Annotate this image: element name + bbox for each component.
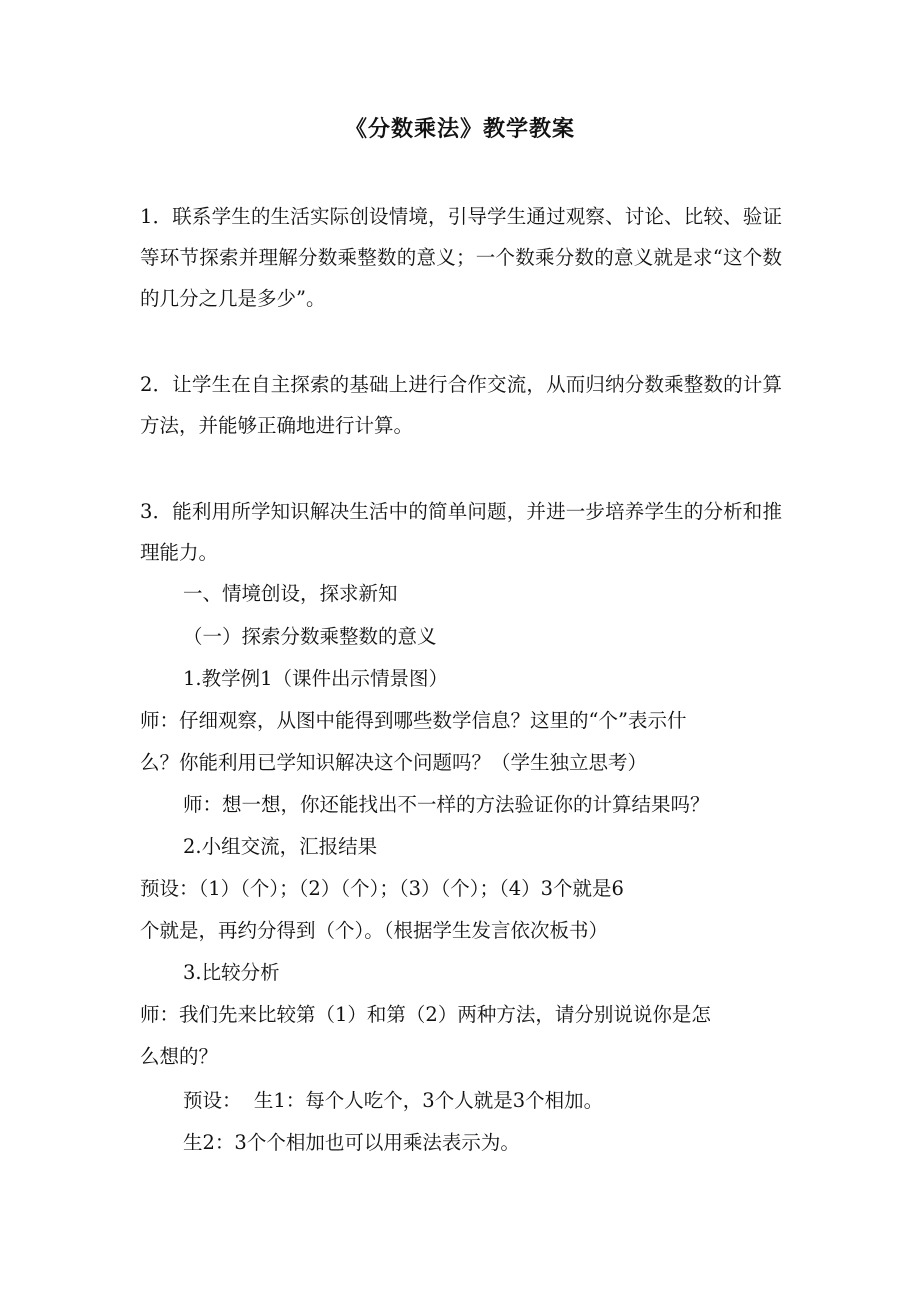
preset-student-1: 预设： 生1：每个人吃个，3个人就是3个相加。 (183, 1089, 604, 1112)
student-2-answer: 生2：3个个相加也可以用乘法表示为。 (183, 1131, 520, 1154)
teacher-question-1-line-2: 么？你能利用已学知识解决这个问题吗？（学生独立思考） (140, 751, 648, 774)
section-heading: 一、情境创设，探求新知 (183, 582, 398, 605)
document-title: 《分数乘法》教学教案 (344, 117, 575, 142)
teacher-question-3-line-2: 么想的？ (140, 1045, 219, 1068)
step-3-heading: 3.比较分析 (183, 961, 280, 984)
goal-paragraph-1: 1．联系学生的生活实际创设情境，引导学生通过观察、讨论、比较、验证等环节探索并理解分数乘整数的意义；一个数乘分数的意义就是求“这个数的几分之几是多少”。 (140, 205, 782, 310)
subsection-heading: （一）探索分数乘整数的意义 (183, 625, 437, 648)
step-1-heading: 1.教学例1（课件出示情景图） (183, 667, 449, 690)
teacher-question-3-line-1: 师：我们先来比较第（1）和第（2）两种方法，请分别说说你是怎 (140, 1003, 711, 1026)
step-2-heading: 2.小组交流，汇报结果 (183, 835, 378, 858)
preset-answer-line-1: 预设：（1）（个）；（2）（个）；（3）（个）；（4）3个就是6 (140, 877, 624, 900)
goal-paragraph-3: 3．能利用所学知识解决生活中的简单问题，并进一步培养学生的分析和推理能力。 (140, 500, 782, 564)
teacher-question-1-line-1: 师：仔细观察，从图中能得到哪些数学信息？这里的“个”表示什 (140, 709, 687, 732)
goal-paragraph-2: 2．让学生在自主探索的基础上进行合作交流，从而归纳分数乘整数的计算方法，并能够正确地进行计算。 (140, 373, 782, 437)
preset-answer-line-2: 个就是，再约分得到（个）。（根据学生发言依次板书） (140, 919, 609, 942)
teacher-question-2: 师：想一想，你还能找出不一样的方法验证你的计算结果吗？ (183, 793, 710, 816)
